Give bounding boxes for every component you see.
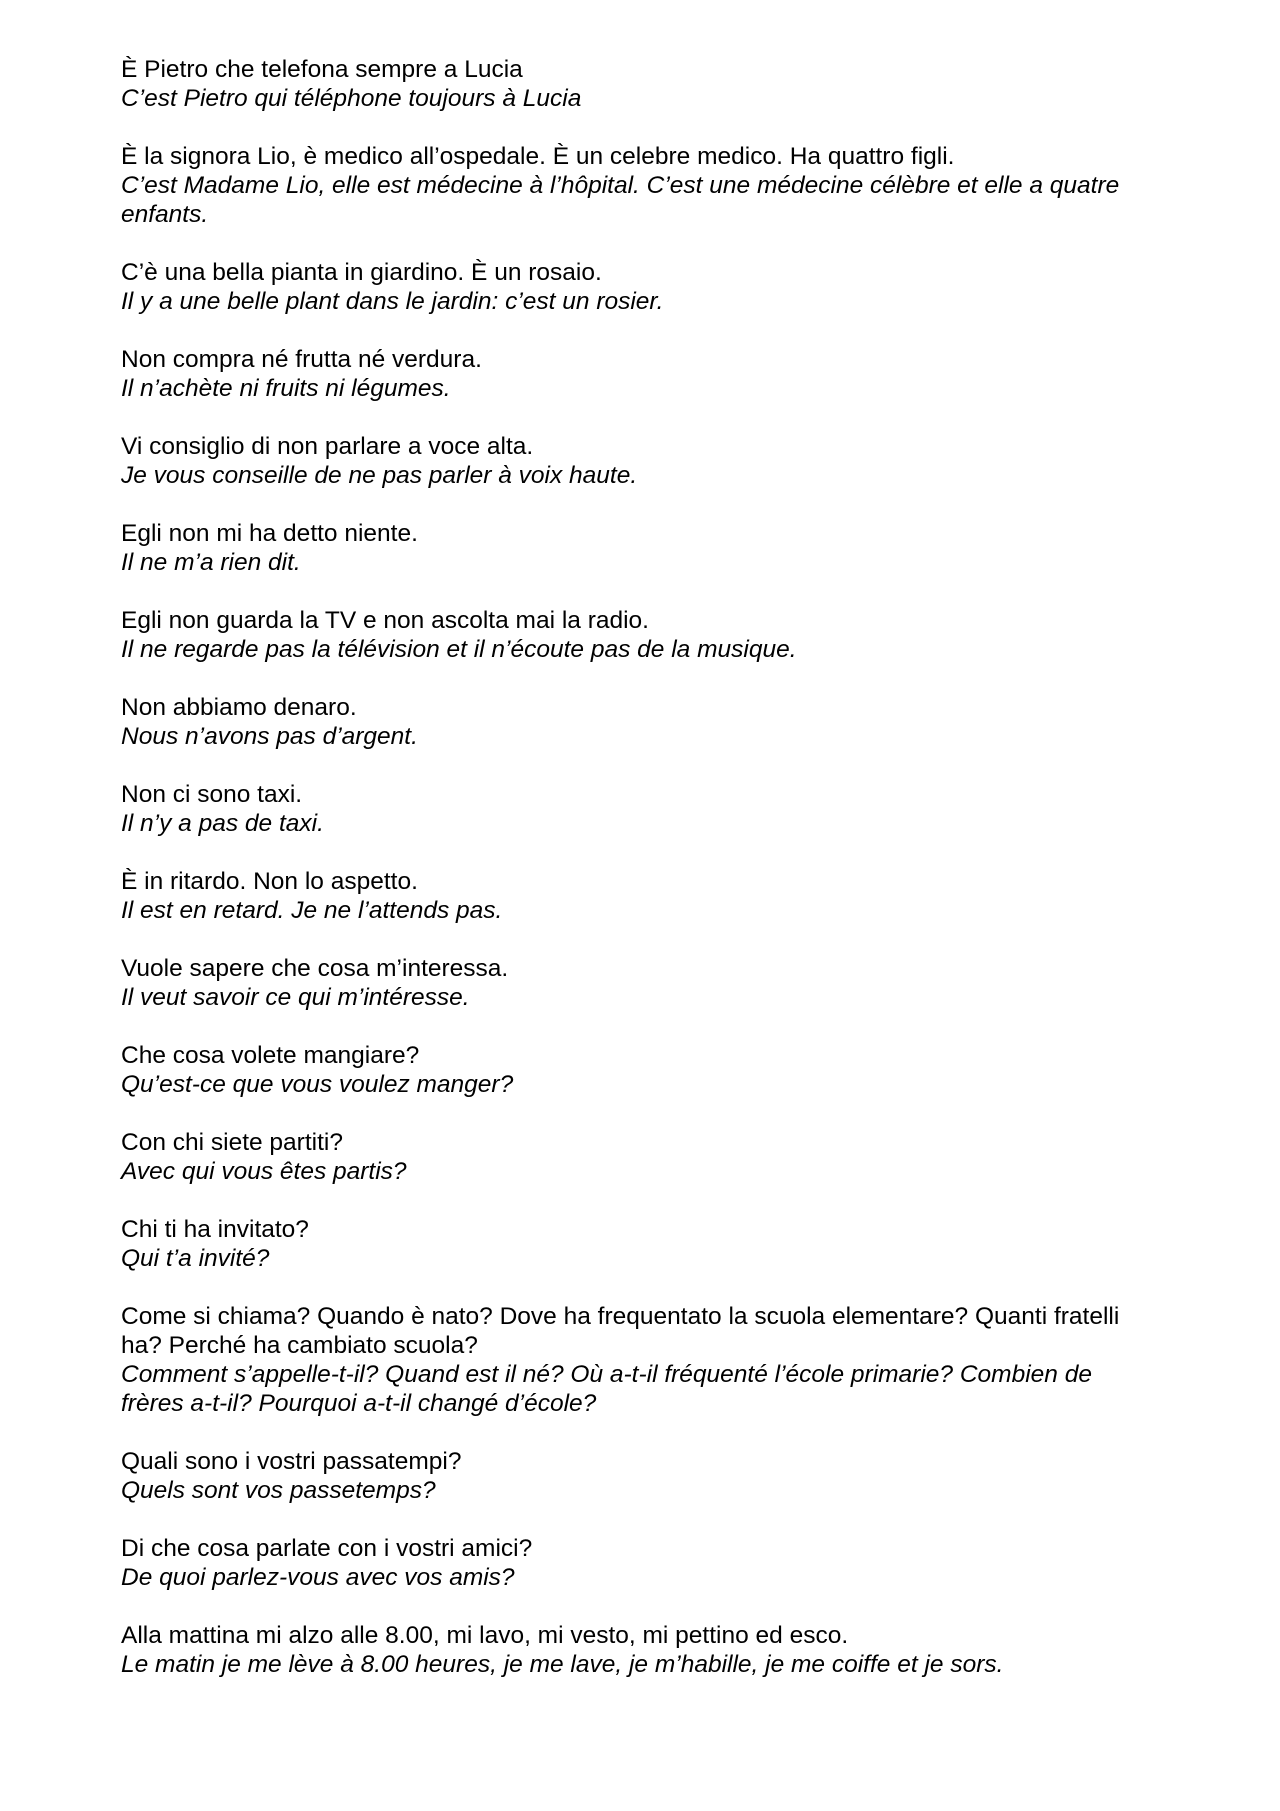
french-translation: Il ne m’a rien dit.: [121, 549, 301, 576]
french-translation: Il ne regarde pas la télévision et il n’écoute pas de la musique.: [121, 636, 797, 663]
sentence-pair: [121, 1621, 1161, 1679]
sentence-pair: [121, 345, 1161, 403]
italian-sentence: Alla mattina mi alzo alle 8.00, mi lavo, mi vesto, mi pettino ed esco.: [121, 1622, 849, 1649]
sentence-pair: [121, 954, 1161, 1012]
french-translation: Il veut savoir ce qui m’intéresse.: [121, 984, 470, 1011]
italian-sentence: Non compra né frutta né verdura.: [121, 346, 482, 373]
french-translation: Nous n’avons pas d’argent.: [121, 723, 418, 750]
italian-sentence: Di che cosa parlate con i vostri amici?: [121, 1535, 533, 1562]
sentence-pair: [121, 606, 1161, 664]
french-translation: C’est Pietro qui téléphone toujours à Lucia: [121, 85, 582, 112]
document-page: [121, 55, 1161, 1708]
french-translation: C’est Madame Lio, elle est médecine à l’hôpital. C’est une médecine célèbre et elle a quatre enfants.: [121, 172, 1120, 228]
french-translation: Le matin je me lève à 8.00 heures, je me lave, je m’habille, je me coiffe et je sors.: [121, 1651, 1004, 1678]
french-translation: De quoi parlez-vous avec vos amis?: [121, 1564, 515, 1591]
sentence-pair: [121, 693, 1161, 751]
french-translation: Je vous conseille de ne pas parler à voix haute.: [121, 462, 638, 489]
sentence-pair: [121, 1041, 1161, 1099]
italian-sentence: Vi consiglio di non parlare a voce alta.: [121, 433, 534, 460]
french-translation: Quels sont vos passetemps?: [121, 1477, 436, 1504]
italian-sentence: Che cosa volete mangiare?: [121, 1042, 420, 1069]
french-translation: Il n’achète ni fruits ni légumes.: [121, 375, 451, 402]
sentence-pair: [121, 1215, 1161, 1273]
sentence-pair: [121, 867, 1161, 925]
italian-sentence: Non abbiamo denaro.: [121, 694, 357, 721]
french-translation: Qu’est-ce que vous voulez manger?: [121, 1071, 514, 1098]
sentence-pair: [121, 1534, 1161, 1592]
french-translation: Comment s’appelle-t-il? Quand est il né? Où a-t-il fréquenté l’école primarie? Combien de frères a-t-il? Pourquoi a-t-il changé d’école?: [121, 1361, 1092, 1417]
french-translation: Il est en retard. Je ne l’attends pas.: [121, 897, 503, 924]
italian-sentence: Come si chiama? Quando è nato? Dove ha frequentato la scuola elementare? Quanti fratelli ha? Perché ha cambiato scuola?: [121, 1303, 1120, 1359]
sentence-pair: [121, 780, 1161, 838]
italian-sentence: Egli non guarda la TV e non ascolta mai la radio.: [121, 607, 649, 634]
sentence-pair: [121, 142, 1161, 229]
sentence-pair: [121, 1302, 1161, 1418]
italian-sentence: È in ritardo. Non lo aspetto.: [121, 868, 418, 895]
french-translation: Il y a une belle plant dans le jardin: c’est un rosier.: [121, 288, 664, 315]
italian-sentence: Egli non mi ha detto niente.: [121, 520, 418, 547]
italian-sentence: C’è una bella pianta in giardino. È un rosaio.: [121, 259, 602, 286]
italian-sentence: Vuole sapere che cosa m’interessa.: [121, 955, 509, 982]
italian-sentence: Quali sono i vostri passatempi?: [121, 1448, 462, 1475]
italian-sentence: È la signora Lio, è medico all’ospedale. È un celebre medico. Ha quattro figli.: [121, 143, 955, 170]
sentence-pair: [121, 1447, 1161, 1505]
sentence-pair: [121, 432, 1161, 490]
italian-sentence: Non ci sono taxi.: [121, 781, 303, 808]
french-translation: Qui t’a invité?: [121, 1245, 270, 1272]
sentence-pair: [121, 1128, 1161, 1186]
french-translation: Il n’y a pas de taxi.: [121, 810, 324, 837]
italian-sentence: Con chi siete partiti?: [121, 1129, 343, 1156]
sentence-pair: [121, 519, 1161, 577]
sentence-pair: [121, 55, 1161, 113]
french-translation: Avec qui vous êtes partis?: [121, 1158, 407, 1185]
italian-sentence: Chi ti ha invitato?: [121, 1216, 309, 1243]
italian-sentence: È Pietro che telefona sempre a Lucia: [121, 56, 523, 83]
sentence-pair: [121, 258, 1161, 316]
